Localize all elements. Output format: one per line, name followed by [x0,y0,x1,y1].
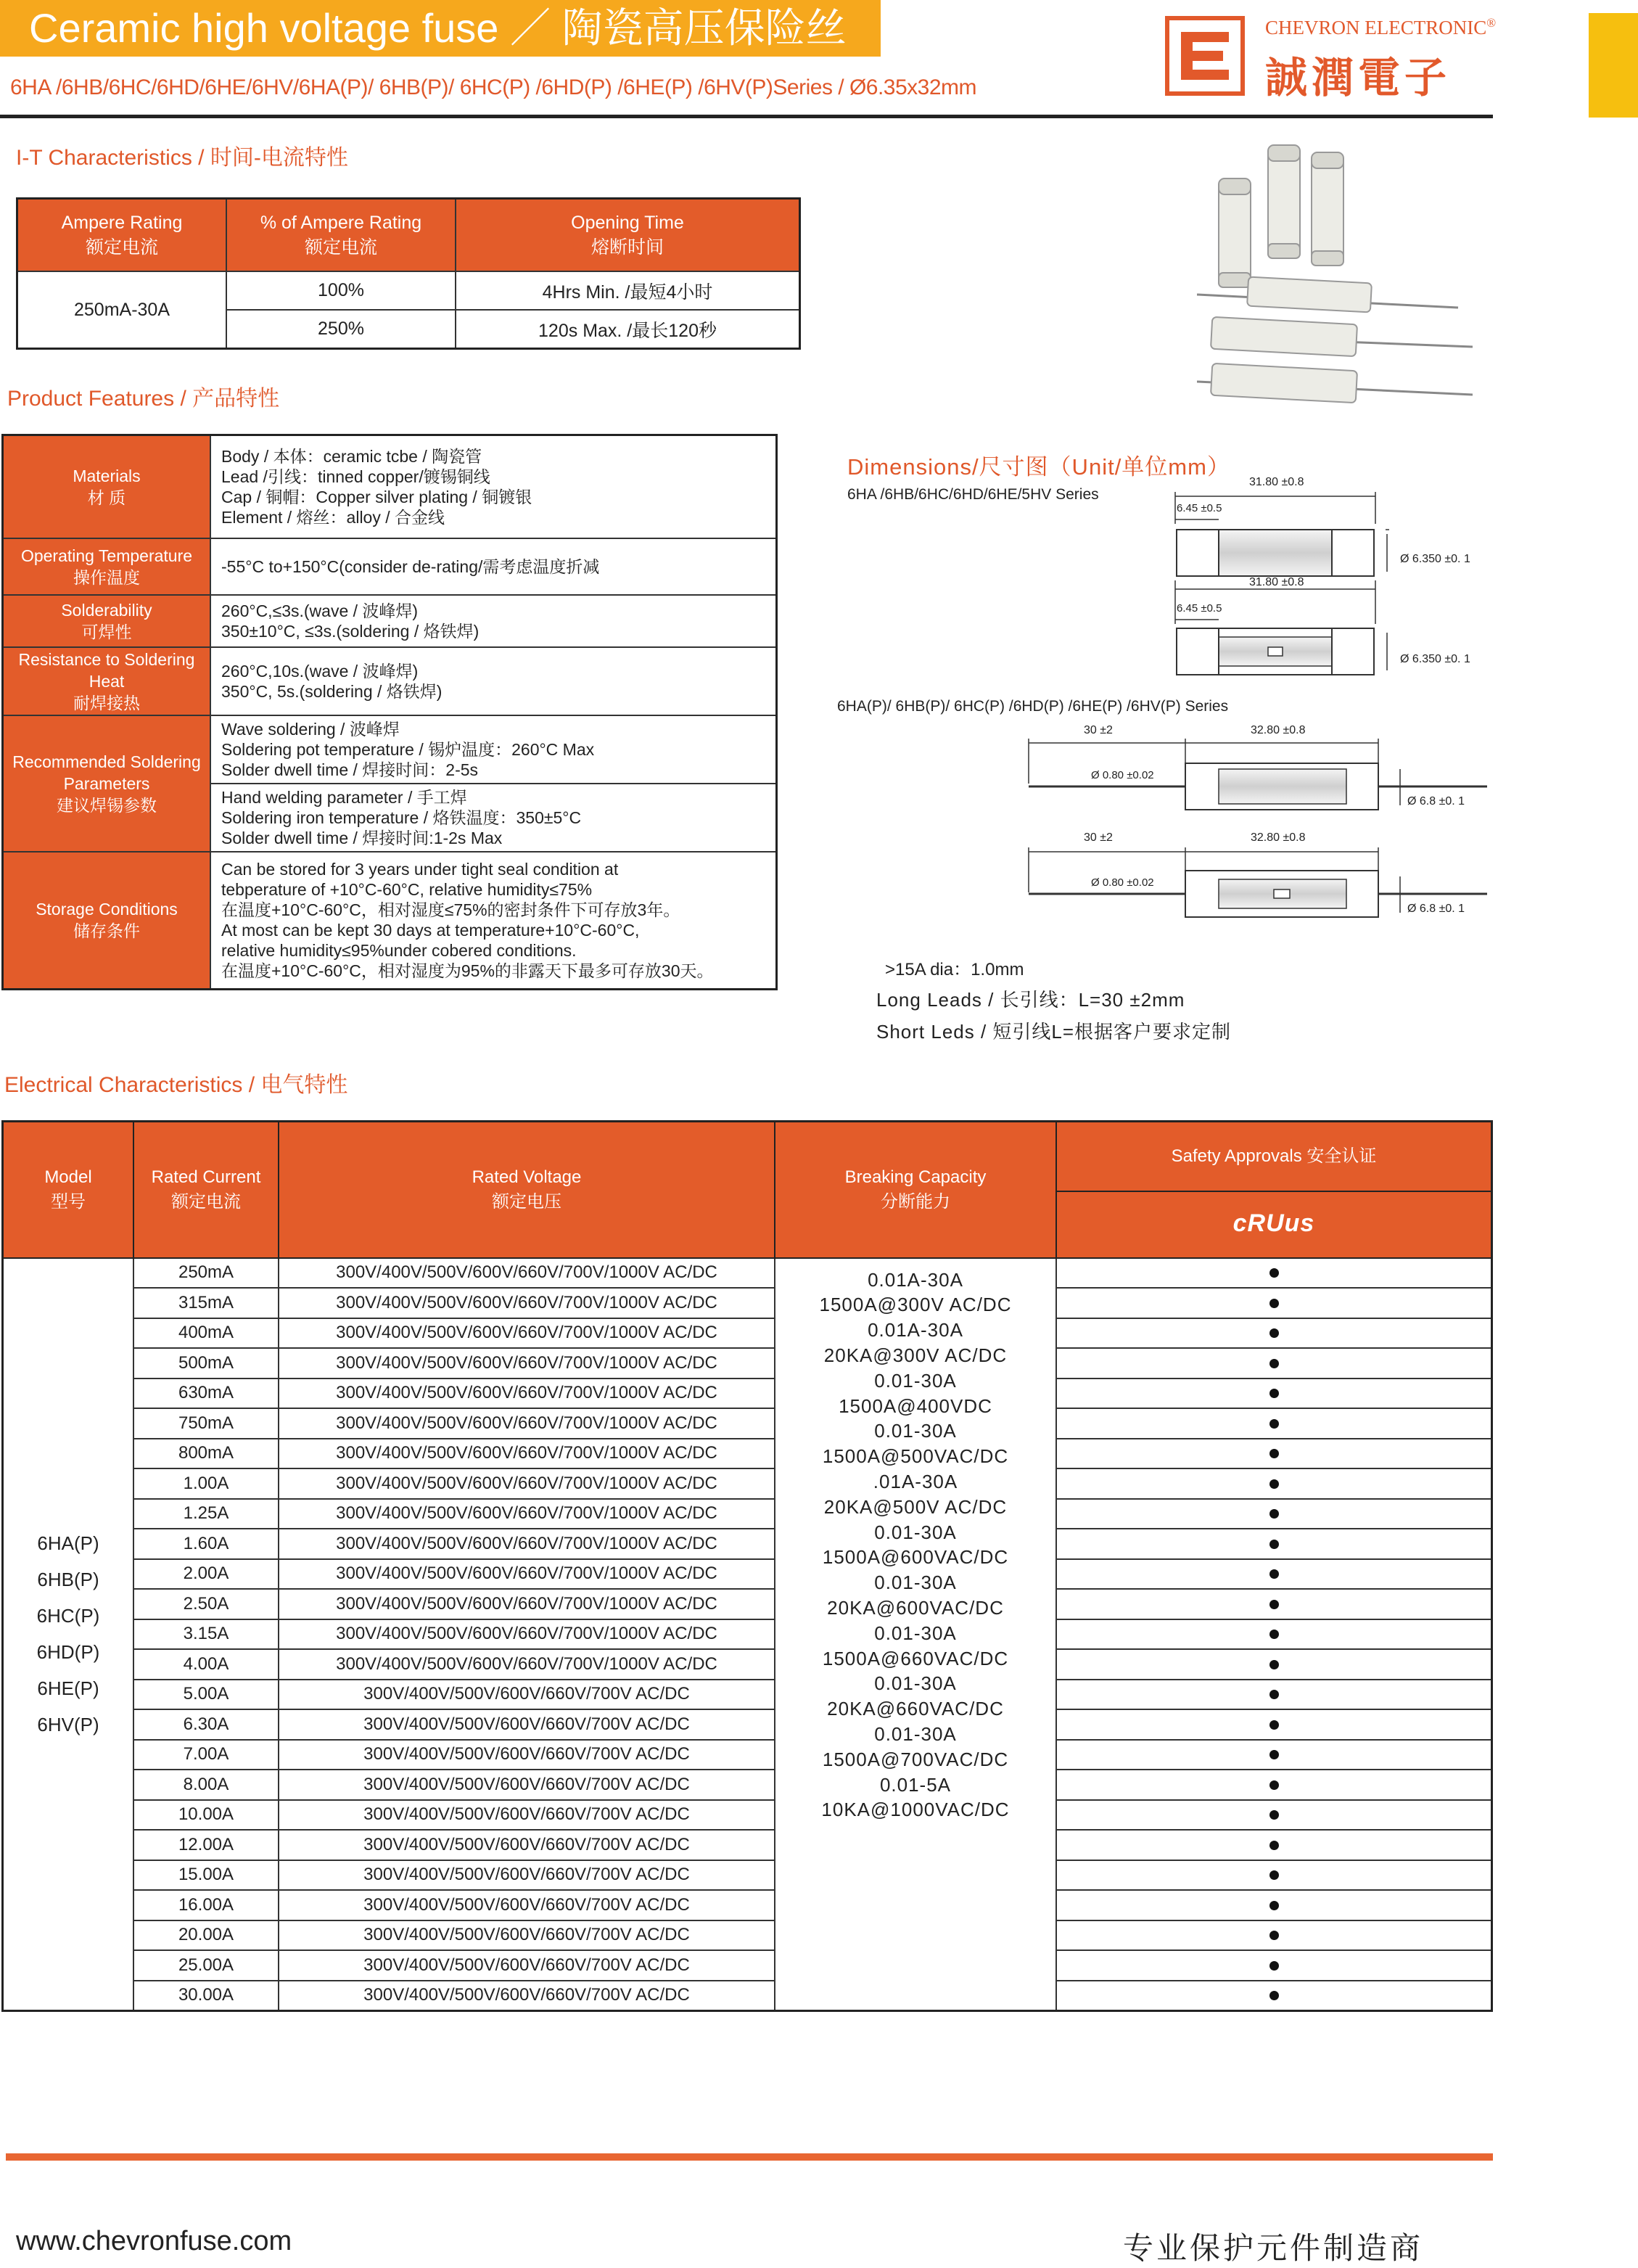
table-row [3,1619,1492,1650]
breaking-capacity-line: 0.01-30A [874,1622,957,1644]
approval-dot-icon [1269,1509,1279,1519]
rated-voltage-cell: 300V/400V/500V/600V/660V/700V AC/DC [279,1770,775,1800]
dim-lead-length-label: 30 ±2 [1084,724,1113,736]
safety-approval-cell [1056,1348,1492,1379]
rated-voltage-cell: 300V/400V/500V/600V/660V/700V/1000V AC/DC [279,1258,775,1289]
rated-current-cell: 400mA [133,1318,279,1349]
rated-voltage-cell: 300V/400V/500V/600V/660V/700V AC/DC [279,1860,775,1891]
table-row [3,595,777,647]
feature-label: Operating Temperature 操作温度 [3,538,211,595]
rated-voltage-cell: 300V/400V/500V/600V/660V/700V/1000V AC/DC [279,1348,775,1379]
breaking-capacity-cell [775,1258,1056,2011]
model-name: 6HB(P) [37,1569,99,1591]
axial-fuse [1211,317,1473,356]
safety-approval-cell [1056,1318,1492,1349]
feature-label: Materials 材 质 [3,435,211,538]
approval-dot-icon [1269,1870,1279,1880]
approval-dot-icon [1269,1780,1279,1790]
fuse-drawing-2 [1175,580,1387,675]
safety-approval-cell [1056,1770,1492,1800]
rated-voltage-cell: 300V/400V/500V/600V/660V/700V AC/DC [279,1680,775,1710]
safety-approval-cell [1056,1890,1492,1920]
rated-current-cell: 2.50A [133,1589,279,1619]
rated-voltage-cell: 300V/400V/500V/600V/660V/700V/1000V AC/DC [279,1649,775,1680]
dim-lead-dia-label: Ø 0.80 ±0.02 [1091,876,1154,889]
dim-note-long-leads: Long Leads / 长引线：L=30 ±2mm [876,989,1185,1011]
approval-dot-icon [1269,1328,1279,1338]
rated-current-cell: 800mA [133,1439,279,1469]
standing-fuse [1219,178,1251,287]
it-section-title: I-T Characteristics / 时间-电流特性 [16,146,348,170]
feature-label: Solderability 可焊性 [3,595,211,647]
dim-body-dia-label: Ø 6.8 ±0. 1 [1407,903,1465,915]
approval-dot-icon [1269,1750,1279,1759]
breaking-capacity-line: 0.01A-30A [868,1319,963,1342]
standing-fuse [1268,145,1300,258]
safety-approval-cell [1056,1649,1492,1680]
table-row [3,1770,1492,1800]
breaking-capacity-line: .01A-30A [873,1470,958,1492]
it-time-cell: 120s Max. /最长120秒 [456,310,800,349]
model-cell [3,1258,134,2011]
approval-dot-icon [1269,1449,1279,1458]
rated-voltage-cell: 300V/400V/500V/600V/660V/700V/1000V AC/DC [279,1559,775,1590]
footer-slogan: 专业保护元件制造商 [1123,2231,1424,2265]
breaking-capacity-line: 0.01-30A [874,1420,957,1442]
rated-current-cell: 4.00A [133,1649,279,1680]
approval-dot-icon [1269,1569,1279,1579]
rated-current-cell: 630mA [133,1379,279,1409]
rated-current-cell: 250mA [133,1258,279,1289]
approval-dot-icon [1269,1690,1279,1699]
el-header-current: Rated Current 额定电流 [133,1122,279,1258]
it-time-cell: 4Hrs Min. /最短4小时 [456,271,800,310]
rated-voltage-cell: 300V/400V/500V/600V/660V/700V/1000V AC/DC [279,1619,775,1650]
feature-label: Recommended Soldering Parameters 建议焊锡参数 [3,715,211,852]
table-row [3,1649,1492,1680]
safety-approval-cell [1056,1379,1492,1409]
table-row [3,538,777,595]
features-section-title: Product Features / 产品特性 [7,387,280,411]
safety-approval-cell [1056,1589,1492,1619]
approval-dot-icon [1269,1901,1279,1910]
rated-voltage-cell: 300V/400V/500V/600V/660V/700V/1000V AC/DC [279,1379,775,1409]
feature-value: 260°C,≤3s.(wave / 波峰焊) 350±10°C, ≤3s.(soldering / 烙铁焊) [210,595,777,647]
it-header-time: Opening Time 熔断时间 [456,199,800,272]
rated-current-cell: 750mA [133,1408,279,1439]
safety-approval-cell [1056,1529,1492,1559]
rated-voltage-cell: 300V/400V/500V/600V/660V/700V/1000V AC/DC [279,1288,775,1318]
feature-value: 260°C,10s.(wave / 波峰焊) 350°C, 5s.(soldering / 烙铁焊) [210,647,777,715]
safety-approval-cell [1056,1619,1492,1650]
rated-voltage-cell: 300V/400V/500V/600V/660V/700V AC/DC [279,1740,775,1770]
el-header-voltage: Rated Voltage 额定电压 [279,1122,775,1258]
breaking-capacity-line: 1500A@400VDC [839,1394,992,1417]
approval-dot-icon [1269,1600,1279,1609]
series-subtitle: 6HA /6HB/6HC/6HD/6HE/6HV/6HA(P)/ 6HB(P)/ 6HC(P) /6HD(P) /6HE(P) /6HV(P)Series / Ø6.35x32mm [10,75,977,99]
features-table [1,434,778,990]
rated-voltage-cell: 300V/400V/500V/600V/660V/700V/1000V AC/DC [279,1408,775,1439]
footer-divider [6,2153,1493,2161]
breaking-capacity-line: 0.01-5A [879,1773,952,1796]
breaking-capacity-line: 1500A@500VAC/DC [822,1445,1009,1468]
approval-dot-icon [1269,1540,1279,1549]
table-row [3,1589,1492,1619]
safety-approval-cell [1056,1981,1492,2011]
rated-current-cell: 12.00A [133,1830,279,1860]
rated-voltage-cell: 300V/400V/500V/600V/660V/700V AC/DC [279,1800,775,1831]
brand-name-cn: 誠潤電子 [1265,54,1452,102]
breaking-capacity-line: 20KA@500V AC/DC [823,1495,1008,1518]
rated-current-cell: 1.60A [133,1529,279,1559]
table-row [3,1920,1492,1951]
approval-dot-icon [1269,1630,1279,1639]
approval-dot-icon [1269,1419,1279,1429]
rated-current-cell: 7.00A [133,1740,279,1770]
rated-current-cell: 25.00A [133,1950,279,1981]
table-row [3,1709,1492,1740]
rated-current-cell: 20.00A [133,1920,279,1951]
approval-dot-icon [1269,1931,1279,1940]
yellow-tab [1589,13,1638,118]
approval-dot-icon [1269,1359,1279,1368]
approval-dot-icon [1269,1268,1279,1278]
rated-voltage-cell: 300V/400V/500V/600V/660V/700V/1000V AC/DC [279,1439,775,1469]
approval-dot-icon [1269,1841,1279,1850]
rated-voltage-cell: 300V/400V/500V/600V/660V/700V AC/DC [279,1890,775,1920]
table-row [3,1258,1492,1289]
table-row [3,1890,1492,1920]
el-header-model: Model 型号 [3,1122,134,1258]
it-table [16,197,801,350]
table-row [3,1981,1492,2011]
rated-voltage-cell: 300V/400V/500V/600V/660V/700V/1000V AC/DC [279,1468,775,1499]
table-row [3,1800,1492,1831]
breaking-capacity-line: 20KA@300V AC/DC [823,1344,1008,1366]
approval-dot-icon [1269,1389,1279,1398]
table-row [3,1468,1492,1499]
rated-current-cell: 10.00A [133,1800,279,1831]
table-row [3,1559,1492,1590]
dim-diameter-label: Ø 6.350 ±0. 1 [1400,553,1470,565]
table-row [3,715,777,784]
feature-label: Storage Conditions 储存条件 [3,852,211,990]
brand-name-en: CHEVRON ELECTRONIC® [1265,16,1497,38]
breaking-capacity-line: 0.01-30A [874,1521,957,1543]
safety-approval-cell [1056,1468,1492,1499]
table-row [3,1950,1492,1981]
approval-dot-icon [1269,1660,1279,1669]
model-name: 6HV(P) [37,1714,99,1736]
rated-voltage-cell: 300V/400V/500V/600V/660V/700V/1000V AC/DC [279,1529,775,1559]
table-row [3,1318,1492,1349]
safety-approval-cell [1056,1439,1492,1469]
model-name: 6HD(P) [36,1641,100,1664]
breaking-capacity-line: 1500A@700VAC/DC [822,1748,1009,1770]
page-title: Ceramic high voltage fuse ／ 陶瓷高压保险丝 [29,5,847,51]
safety-approval-cell [1056,1408,1492,1439]
breaking-capacity-line: 1500A@660VAC/DC [822,1647,1009,1669]
rated-voltage-cell: 300V/400V/500V/600V/660V/700V/1000V AC/DC [279,1318,775,1349]
dim-note-dia: >15A dia：1.0mm [885,960,1024,979]
feature-label: Resistance to Soldering Heat 耐焊接热 [3,647,211,715]
rated-current-cell: 15.00A [133,1860,279,1891]
safety-approval-cell [1056,1499,1492,1529]
rated-current-cell: 1.00A [133,1468,279,1499]
el-header-capacity: Breaking Capacity 分断能力 [775,1122,1056,1258]
rated-voltage-cell: 300V/400V/500V/600V/660V/700V AC/DC [279,1981,775,2011]
approval-dot-icon [1269,1810,1279,1820]
feature-value: Can be stored for 3 years under tight seal condition at tebperature of +10°C-60°C, relative humidity≤75% 在温度+10°C-60°C，相对湿度≤75%的密封条件下可存放3年。 At most can be kept 30 days at temperature+10°C-60°C, relative humidity≤95%under cobered conditions. 在温度+10°C-60°C，相对湿度为95%的非露天下最多可存放30天。 [210,852,777,990]
breaking-capacity-line: 0.01-30A [874,1571,957,1594]
it-ampere-cell: 250mA-30A [17,271,227,349]
table-row [3,1348,1492,1379]
breaking-capacity-line: 1500A@600VAC/DC [822,1546,1009,1569]
model-name: 6HE(P) [37,1677,99,1700]
it-header-percent: % of Ampere Rating 额定电流 [226,199,456,272]
el-table-body [3,1258,1492,2011]
it-header-ampere: Ampere Rating 额定电流 [17,199,227,272]
approval-dot-icon [1269,1720,1279,1730]
rated-current-cell: 8.00A [133,1770,279,1800]
breaking-capacity-line: 0.01-30A [874,1672,957,1695]
el-header-cert [1056,1191,1492,1258]
dim-body-dia-label: Ø 6.8 ±0. 1 [1407,795,1465,808]
dim-diameter-label: Ø 6.350 ±0. 1 [1400,653,1470,665]
table-row [3,1379,1492,1409]
table-row [3,435,777,538]
rated-voltage-cell: 300V/400V/500V/600V/660V/700V/1000V AC/DC [279,1499,775,1529]
chevron-logo-icon [1165,16,1245,96]
rated-voltage-cell: 300V/400V/500V/600V/660V/700V AC/DC [279,1830,775,1860]
electrical-table [1,1120,1493,2012]
table-row [17,271,800,310]
safety-approval-cell [1056,1288,1492,1318]
breaking-capacity-line: 20KA@660VAC/DC [827,1698,1004,1720]
rated-current-cell: 5.00A [133,1680,279,1710]
table-row [3,1740,1492,1770]
table-row [3,852,777,990]
rated-current-cell: 1.25A [133,1499,279,1529]
model-name: 6HA(P) [37,1532,99,1555]
table-row [3,1439,1492,1469]
table-row [3,647,777,715]
model-name: 6HC(P) [36,1605,100,1627]
approval-dot-icon [1269,1961,1279,1971]
rated-current-cell: 30.00A [133,1981,279,2011]
table-row [3,1499,1492,1529]
breaking-capacity-line: 1500A@300V AC/DC [819,1294,1012,1316]
standing-fuse [1312,152,1343,266]
breaking-capacity-line: 0.01A-30A [868,1268,963,1291]
rated-current-cell: 16.00A [133,1890,279,1920]
feature-value: -55°C to+150°C(consider de-rating/需考虑温度折减 [210,538,777,595]
table-row [3,1680,1492,1710]
safety-approval-cell [1056,1860,1492,1891]
approval-dot-icon [1269,1991,1279,2000]
dim-cap-label: 6.45 ±0.5 [1177,502,1222,514]
approval-dot-icon [1269,1299,1279,1308]
safety-approval-cell [1056,1920,1492,1951]
dim-cap-label: 6.45 ±0.5 [1177,602,1222,615]
breaking-capacity-line: 20KA@600VAC/DC [827,1596,1004,1619]
rated-current-cell: 315mA [133,1288,279,1318]
fuse-product-photo [1197,142,1473,411]
el-header-safety: Safety Approvals 安全认证 [1056,1122,1492,1191]
footer-url[interactable]: www.chevronfuse.com [16,2226,292,2256]
dim-body-length-label: 32.80 ±0.8 [1251,724,1306,736]
electrical-section-title: Electrical Characteristics / 电气特性 [4,1073,348,1097]
feature-value: Hand welding parameter / 手工焊 Soldering iron temperature / 烙铁温度：350±5°C Solder dwell time / 焊接时间:1-2s Max [210,784,777,852]
rated-voltage-cell: 300V/400V/500V/600V/660V/700V AC/DC [279,1950,775,1981]
dim-lead-dia-label: Ø 0.80 ±0.02 [1091,769,1154,781]
breaking-capacity-line: 0.01-30A [874,1722,957,1745]
feature-value: Wave soldering / 波峰焊 Soldering pot temperature / 锡炉温度：260°C Max Solder dwell time / 焊接时间：2-5s [210,715,777,784]
safety-approval-cell [1056,1950,1492,1981]
it-percent-cell: 100% [226,271,456,310]
rated-voltage-cell: 300V/400V/500V/600V/660V/700V/1000V AC/DC [279,1589,775,1619]
breaking-capacity-line: 10KA@1000VAC/DC [821,1799,1010,1821]
approval-dot-icon [1269,1479,1279,1489]
safety-approval-cell [1056,1680,1492,1710]
rated-voltage-cell: 300V/400V/500V/600V/660V/700V AC/DC [279,1709,775,1740]
feature-value: Body / 本体：ceramic tcbe / 陶瓷管 Lead /引线：tinned copper/镀锡铜线 Cap / 铜帽：Copper silver plating / 铜镀银 Element / 熔丝：alloy / 合金线 [210,435,777,538]
rated-current-cell: 6.30A [133,1709,279,1740]
dimensions-series-2: 6HA(P)/ 6HB(P)/ 6HC(P) /6HD(P) /6HE(P) /6HV(P) Series [837,698,1229,715]
safety-approval-cell [1056,1559,1492,1590]
rated-current-cell: 500mA [133,1348,279,1379]
table-row [3,1408,1492,1439]
dimension-drawings [834,464,1487,943]
dim-lead-length-label: 30 ±2 [1084,831,1113,844]
safety-approval-cell [1056,1800,1492,1831]
dim-length-label: 31.80 ±0.8 [1249,476,1304,488]
table-row [3,1860,1492,1891]
axial-fuse [1197,363,1473,403]
safety-approval-cell [1056,1709,1492,1740]
safety-approval-cell [1056,1740,1492,1770]
dim-note-short-leads: Short Leds / 短引线L=根据客户要求定制 [876,1021,1232,1043]
table-row [3,1288,1492,1318]
dim-body-length-label: 32.80 ±0.8 [1251,831,1306,844]
dimensions-title: Dimensions/尺寸图（Unit/单位mm） [847,454,1230,480]
safety-approval-cell [1056,1830,1492,1860]
rated-current-cell: 2.00A [133,1559,279,1590]
rated-current-cell: 3.15A [133,1619,279,1650]
breaking-capacity-line: 0.01-30A [874,1369,957,1392]
dimensions-series-1: 6HA /6HB/6HC/6HD/6HE/5HV Series [847,486,1099,503]
table-row [3,1830,1492,1860]
header-divider [0,115,1493,118]
dim-length-label: 31.80 ±0.8 [1249,576,1304,588]
safety-approval-cell [1056,1258,1492,1289]
cert-mark-icon: cRUus [1232,1209,1315,1237]
table-row [3,1529,1492,1559]
it-percent-cell: 250% [226,310,456,349]
rated-voltage-cell: 300V/400V/500V/600V/660V/700V AC/DC [279,1920,775,1951]
